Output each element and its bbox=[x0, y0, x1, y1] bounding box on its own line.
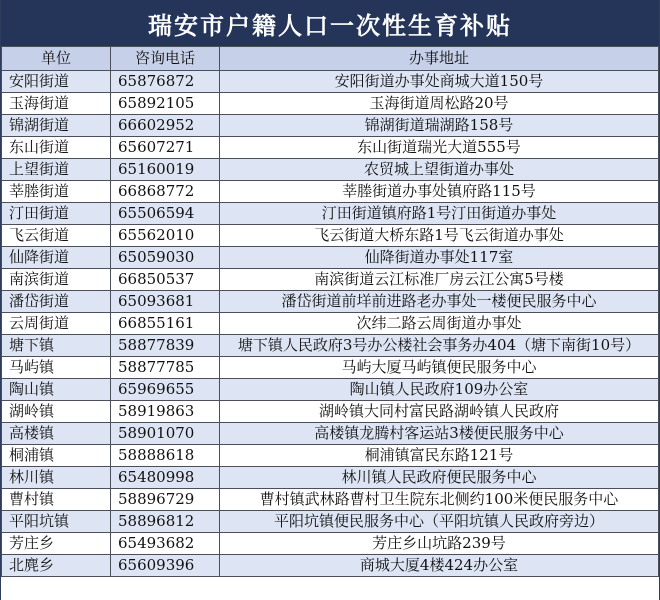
cell-unit: 曹村镇 bbox=[2, 489, 111, 511]
cell-unit: 莘塍街道 bbox=[2, 181, 111, 203]
cell-unit: 云周街道 bbox=[2, 313, 111, 335]
page-title: 瑞安市户籍人口一次性生育补贴 bbox=[1, 0, 659, 46]
cell-phone: 65892105 bbox=[111, 93, 220, 115]
cell-phone: 65059030 bbox=[111, 247, 220, 269]
cell-unit: 南滨街道 bbox=[2, 269, 111, 291]
cell-phone: 65609396 bbox=[111, 555, 220, 577]
table-row bbox=[2, 93, 659, 115]
column-header-address: 办事地址 bbox=[220, 47, 659, 71]
cell-phone: 58896729 bbox=[111, 489, 220, 511]
cell-unit: 桐浦镇 bbox=[2, 445, 111, 467]
table-row bbox=[2, 379, 659, 401]
cell-address: 飞云街道大桥东路1号飞云街道办事处 bbox=[220, 225, 659, 247]
cell-unit: 汀田街道 bbox=[2, 203, 111, 225]
cell-unit: 安阳街道 bbox=[2, 71, 111, 93]
cell-address: 芳庄乡山坑路239号 bbox=[220, 533, 659, 555]
cell-address: 平阳坑镇便民服务中心（平阳坑镇人民政府旁边） bbox=[220, 511, 659, 533]
cell-address: 东山街道瑞光大道555号 bbox=[220, 137, 659, 159]
cell-phone: 58888618 bbox=[111, 445, 220, 467]
subsidy-contact-table bbox=[1, 46, 659, 577]
cell-phone: 66855161 bbox=[111, 313, 220, 335]
table-row bbox=[2, 313, 659, 335]
cell-phone: 65093681 bbox=[111, 291, 220, 313]
cell-unit: 锦湖街道 bbox=[2, 115, 111, 137]
table-row bbox=[2, 225, 659, 247]
table-row bbox=[2, 489, 659, 511]
table-row bbox=[2, 291, 659, 313]
cell-phone: 58901070 bbox=[111, 423, 220, 445]
column-header-phone: 咨询电话 bbox=[111, 47, 220, 71]
cell-phone: 65506594 bbox=[111, 203, 220, 225]
cell-unit: 马屿镇 bbox=[2, 357, 111, 379]
cell-phone: 65876872 bbox=[111, 71, 220, 93]
cell-phone: 65607271 bbox=[111, 137, 220, 159]
cell-address: 曹村镇武林路曹村卫生院东北侧约100米便民服务中心 bbox=[220, 489, 659, 511]
cell-address: 次纬二路云周街道办事处 bbox=[220, 313, 659, 335]
cell-address: 仙降街道办事处117室 bbox=[220, 247, 659, 269]
cell-address: 农贸城上望街道办事处 bbox=[220, 159, 659, 181]
cell-phone: 65562010 bbox=[111, 225, 220, 247]
cell-address: 锦湖街道瑞湖路158号 bbox=[220, 115, 659, 137]
cell-phone: 65493682 bbox=[111, 533, 220, 555]
cell-phone: 66850537 bbox=[111, 269, 220, 291]
table-row bbox=[2, 71, 659, 93]
table-row bbox=[2, 357, 659, 379]
cell-address: 马屿大厦马屿镇便民服务中心 bbox=[220, 357, 659, 379]
table-row bbox=[2, 445, 659, 467]
cell-address: 商城大厦4楼424办公室 bbox=[220, 555, 659, 577]
table-row bbox=[2, 423, 659, 445]
cell-address: 南滨街道云江标准厂房云江公寓5号楼 bbox=[220, 269, 659, 291]
table-row bbox=[2, 247, 659, 269]
cell-unit: 平阳坑镇 bbox=[2, 511, 111, 533]
table-row bbox=[2, 401, 659, 423]
cell-phone: 58919863 bbox=[111, 401, 220, 423]
cell-address: 桐浦镇富民东路121号 bbox=[220, 445, 659, 467]
column-header-unit: 单位 bbox=[2, 47, 111, 71]
cell-unit: 塘下镇 bbox=[2, 335, 111, 357]
table-row bbox=[2, 335, 659, 357]
cell-unit: 仙降街道 bbox=[2, 247, 111, 269]
cell-address: 陶山镇人民政府109办公室 bbox=[220, 379, 659, 401]
cell-phone: 58896812 bbox=[111, 511, 220, 533]
cell-address: 安阳街道办事处商城大道150号 bbox=[220, 71, 659, 93]
cell-unit: 高楼镇 bbox=[2, 423, 111, 445]
cell-address: 潘岱街道前垟前进路老办事处一楼便民服务中心 bbox=[220, 291, 659, 313]
cell-phone: 65160019 bbox=[111, 159, 220, 181]
cell-phone: 66602952 bbox=[111, 115, 220, 137]
table-row bbox=[2, 511, 659, 533]
table-row bbox=[2, 467, 659, 489]
table-row bbox=[2, 555, 659, 577]
cell-phone: 58877839 bbox=[111, 335, 220, 357]
cell-address: 塘下镇人民政府3号办公楼社会事务办404（塘下南街10号） bbox=[220, 335, 659, 357]
table-row bbox=[2, 203, 659, 225]
cell-unit: 上望街道 bbox=[2, 159, 111, 181]
cell-address: 高楼镇龙腾村客运站3楼便民服务中心 bbox=[220, 423, 659, 445]
table-row bbox=[2, 269, 659, 291]
cell-unit: 玉海街道 bbox=[2, 93, 111, 115]
cell-unit: 北麂乡 bbox=[2, 555, 111, 577]
table-row bbox=[2, 533, 659, 555]
cell-phone: 66868772 bbox=[111, 181, 220, 203]
cell-address: 湖岭镇大同村富民路湖岭镇人民政府 bbox=[220, 401, 659, 423]
cell-unit: 东山街道 bbox=[2, 137, 111, 159]
table-row bbox=[2, 115, 659, 137]
cell-unit: 芳庄乡 bbox=[2, 533, 111, 555]
cell-phone: 65480998 bbox=[111, 467, 220, 489]
cell-unit: 林川镇 bbox=[2, 467, 111, 489]
table-row bbox=[2, 181, 659, 203]
cell-address: 莘塍街道办事处镇府路115号 bbox=[220, 181, 659, 203]
table-row bbox=[2, 159, 659, 181]
cell-unit: 飞云街道 bbox=[2, 225, 111, 247]
cell-address: 汀田街道镇府路1号汀田街道办事处 bbox=[220, 203, 659, 225]
cell-phone: 65969655 bbox=[111, 379, 220, 401]
table-header bbox=[2, 47, 659, 71]
cell-address: 玉海街道周松路20号 bbox=[220, 93, 659, 115]
cell-unit: 潘岱街道 bbox=[2, 291, 111, 313]
cell-address: 林川镇人民政府便民服务中心 bbox=[220, 467, 659, 489]
cell-unit: 湖岭镇 bbox=[2, 401, 111, 423]
table-body bbox=[2, 71, 659, 577]
header-row bbox=[2, 47, 659, 71]
table-row bbox=[2, 137, 659, 159]
cell-phone: 58877785 bbox=[111, 357, 220, 379]
cell-unit: 陶山镇 bbox=[2, 379, 111, 401]
